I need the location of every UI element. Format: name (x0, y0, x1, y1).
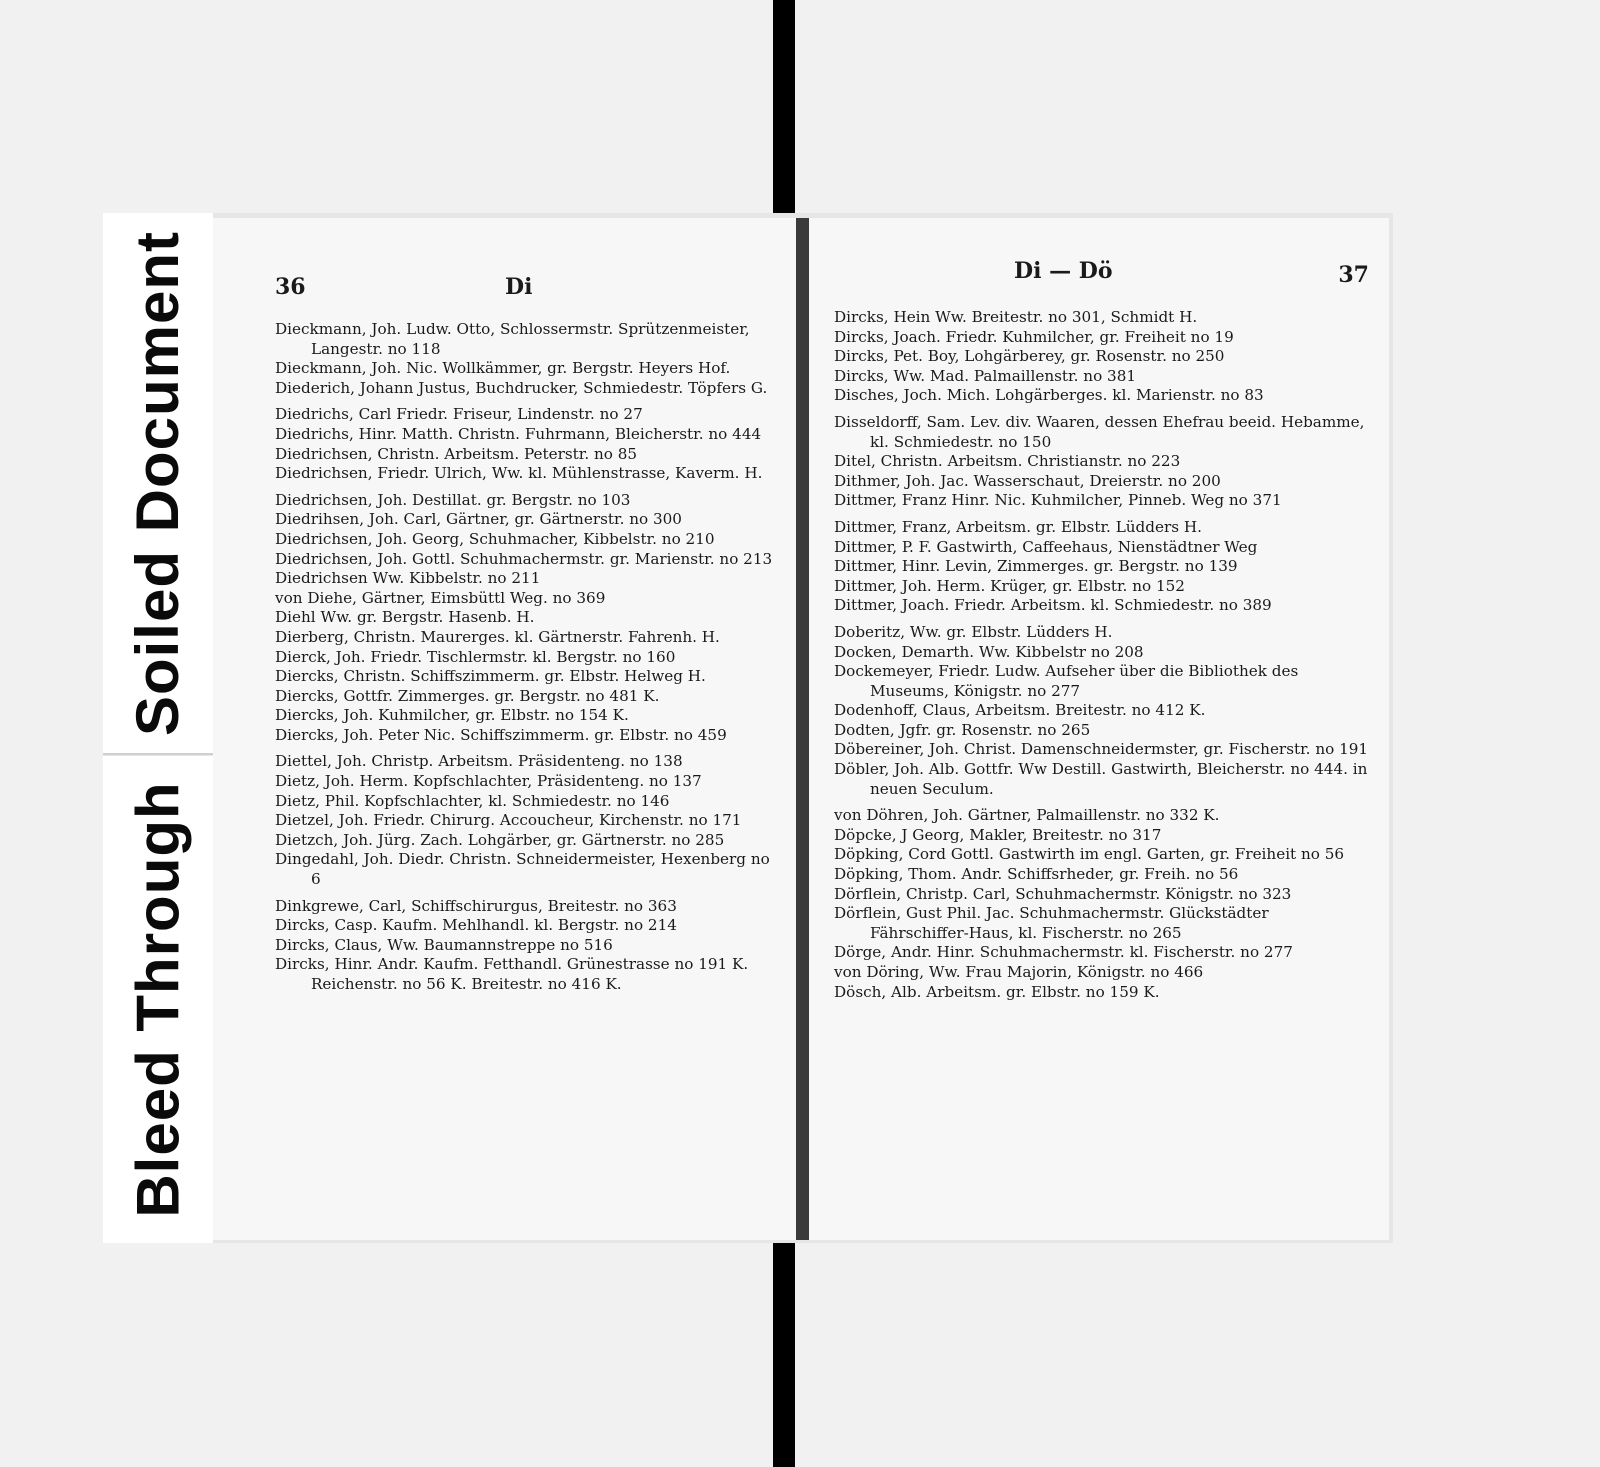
directory-entry: Dircks, Casp. Kaufm. Mehlhandl. kl. Bergstr. no 214 (275, 916, 677, 935)
directory-entry: Dittmer, P. F. Gastwirth, Caffeehaus, Nienstädtner Weg (834, 537, 1258, 556)
directory-entry: Diedrichsen, Christn. Arbeitsm. Peterstr. no 85 (275, 444, 638, 463)
soiled-document-label (103, 213, 213, 755)
directory-entry: Diederich, Johann Justus, Buchdrucker, Schmiedestr. Töpfers G. (275, 378, 768, 397)
directory-entry: Diedrichs, Hinr. Matth. Christn. Fuhrmann, Bleicherstr. no 444 (275, 424, 762, 443)
directory-entry: Dietzch, Joh. Jürg. Zach. Lohgärber, gr. Gärtnerstr. no 285 (275, 830, 725, 849)
directory-entry: Diedrichsen Ww. Kibbelstr. no 211 (275, 569, 541, 588)
bleed-through-label (103, 756, 213, 1243)
right-page-title: Di — Dö (1014, 258, 1113, 284)
directory-entry: Dierck, Joh. Friedr. Tischlermstr. kl. Bergstr. no 160 (275, 647, 676, 666)
directory-entry: Dörflein, Christp. Carl, Schuhmachermstr. Königstr. no 323 (834, 884, 1292, 903)
directory-entry: Dörge, Andr. Hinr. Schuhmachermstr. kl. Fischerstr. no 277 (834, 943, 1293, 962)
directory-entry: Dittmer, Joach. Friedr. Arbeitsm. kl. Schmiedestr. no 389 (834, 596, 1272, 615)
bleed-through-text: Bleed Through (124, 781, 192, 1218)
binding-tape-bottom (773, 1242, 795, 1467)
left-entry-list (275, 320, 784, 995)
directory-entry: Dietz, Phil. Kopfschlachter, kl. Schmiedestr. no 146 (275, 791, 670, 810)
directory-entry: Dittmer, Hinr. Levin, Zimmerges. gr. Bergstr. no 139 (834, 557, 1238, 576)
directory-entry: Dodenhoff, Claus, Arbeitsm. Breitestr. no 412 K. (834, 701, 1206, 720)
directory-entry: Dieckmann, Joh. Ludw. Otto, Schlossermstr. Sprützenmeister, Langestr. no 118 (275, 320, 750, 358)
directory-entry: Diedrichsen, Friedr. Ulrich, Ww. kl. Mühlenstrasse, Kaverm. H. (275, 464, 763, 483)
directory-entry: Diedrichs, Carl Friedr. Friseur, Lindenstr. no 27 (275, 405, 643, 424)
directory-entry: Dinkgrewe, Carl, Schiffschirurgus, Breitestr. no 363 (275, 896, 677, 915)
directory-entry: Dircks, Claus, Ww. Baumannstreppe no 516 (275, 935, 613, 954)
book-gutter (796, 218, 809, 1240)
directory-entry: Dingedahl, Joh. Diedr. Christn. Schneidermeister, Hexenberg no 6 (275, 850, 770, 889)
directory-entry: Diercks, Joh. Kuhmilcher, gr. Elbstr. no 154 K. (275, 706, 629, 725)
left-page-title: Di (505, 274, 533, 300)
directory-entry: Dircks, Ww. Mad. Palmaillenstr. no 381 (834, 366, 1137, 385)
directory-entry: Döpking, Cord Gottl. Gastwirth im engl. Garten, gr. Freiheit no 56 (834, 845, 1345, 864)
right-page-header (834, 258, 1369, 298)
soiled-document-text: Soiled Document (124, 230, 192, 736)
directory-entry: Dittmer, Franz, Arbeitsm. gr. Elbstr. Lüdders H. (834, 517, 1202, 536)
left-page-header (275, 270, 784, 310)
directory-entry: Diercks, Christn. Schiffszimmerm. gr. Elbstr. Helweg H. (275, 667, 706, 686)
directory-entry: Dierberg, Christn. Maurerges. kl. Gärtnerstr. Fahrenh. H. (275, 627, 720, 646)
directory-entry: Dösch, Alb. Arbeitsm. gr. Elbstr. no 159 K. (834, 982, 1160, 1001)
directory-entry: Dircks, Pet. Boy, Lohgärberey, gr. Rosenstr. no 250 (834, 347, 1225, 366)
right-page (809, 218, 1389, 1240)
directory-entry: von Diehe, Gärtner, Eimsbüttl Weg. no 369 (275, 588, 606, 607)
directory-entry: Diedrichsen, Joh. Gottl. Schuhmachermstr. gr. Marienstr. no 213 (275, 549, 773, 568)
directory-entry: Dieckmann, Joh. Nic. Wollkämmer, gr. Bergstr. Heyers Hof. (275, 359, 731, 378)
directory-entry: Döbler, Joh. Alb. Gottfr. Ww Destill. Gastwirth, Bleicherstr. no 444. in neuen Seculum. (834, 760, 1368, 798)
directory-entry: Disseldorff, Sam. Lev. div. Waaren, dessen Ehefrau beeid. Hebamme, kl. Schmiedestr. no 150 (834, 412, 1365, 451)
directory-entry: Disches, Joch. Mich. Lohgärberges. kl. Marienstr. no 83 (834, 386, 1264, 405)
directory-entry: Dodten, Jgfr. gr. Rosenstr. no 265 (834, 720, 1091, 739)
directory-entry: Dietz, Joh. Herm. Kopfschlachter, Präsidenteng. no 137 (275, 772, 702, 791)
right-entry-list (834, 308, 1369, 1002)
directory-entry: von Döring, Ww. Frau Majorin, Königstr. no 466 (834, 963, 1204, 981)
directory-entry: Dittmer, Joh. Herm. Krüger, gr. Elbstr. no 152 (834, 576, 1185, 595)
directory-entry: Dircks, Hinr. Andr. Kaufm. Fetthandl. Grünestrasse no 191 K. Reichenstr. no 56 K. Breitestr. no 416 K. (275, 955, 749, 993)
directory-entry: Diehl Ww. gr. Bergstr. Hasenb. H. (275, 608, 535, 627)
binding-tape-top (773, 0, 795, 213)
directory-entry: von Döhren, Joh. Gärtner, Palmaillenstr. no 332 K. (834, 806, 1220, 825)
directory-entry: Diedrichsen, Joh. Destillat. gr. Bergstr. no 103 (275, 490, 631, 509)
directory-entry: Dockemeyer, Friedr. Ludw. Aufseher über die Bibliothek des Museums, Königstr. no 277 (834, 662, 1299, 700)
directory-entry: Diettel, Joh. Christp. Arbeitsm. Präsidenteng. no 138 (275, 752, 683, 771)
directory-entry: Doberitz, Ww. gr. Elbstr. Lüdders H. (834, 622, 1113, 641)
directory-entry: Diedrihsen, Joh. Carl, Gärtner, gr. Gärtnerstr. no 300 (275, 510, 682, 529)
directory-entry: Diedrichsen, Joh. Georg, Schuhmacher, Kibbelstr. no 210 (275, 529, 715, 548)
directory-entry: Dithmer, Joh. Jac. Wasserschaut, Dreierstr. no 200 (834, 471, 1221, 490)
left-page (213, 218, 798, 1240)
directory-entry: Diercks, Joh. Peter Nic. Schiffszimmerm. gr. Elbstr. no 459 (275, 725, 727, 744)
directory-entry: Dietzel, Joh. Friedr. Chirurg. Accoucheur, Kirchenstr. no 171 (275, 811, 742, 830)
directory-entry: Döbereiner, Joh. Christ. Damenschneidermster, gr. Fischerstr. no 191 (834, 740, 1369, 759)
directory-entry: Döpking, Thom. Andr. Schiffsrheder, gr. Freih. no 56 (834, 865, 1239, 884)
directory-entry: Diercks, Gottfr. Zimmerges. gr. Bergstr. no 481 K. (275, 686, 660, 705)
left-page-number: 36 (275, 274, 306, 300)
directory-entry: Dittmer, Franz Hinr. Nic. Kuhmilcher, Pinneb. Weg no 371 (834, 491, 1282, 510)
directory-entry: Docken, Demarth. Ww. Kibbelstr no 208 (834, 642, 1144, 661)
directory-entry: Döpcke, J Georg, Makler, Breitestr. no 317 (834, 825, 1162, 844)
directory-entry: Ditel, Christn. Arbeitsm. Christianstr. no 223 (834, 452, 1181, 471)
directory-entry: Dircks, Joach. Friedr. Kuhmilcher, gr. Freiheit no 19 (834, 327, 1234, 346)
directory-entry: Dörflein, Gust Phil. Jac. Schuhmachermstr. Glückstädter Fährschiffer-Haus, kl. Fischerstr. no 265 (834, 904, 1269, 942)
directory-entry: Dircks, Hein Ww. Breitestr. no 301, Schmidt H. (834, 308, 1198, 326)
right-page-number: 37 (1338, 262, 1369, 288)
